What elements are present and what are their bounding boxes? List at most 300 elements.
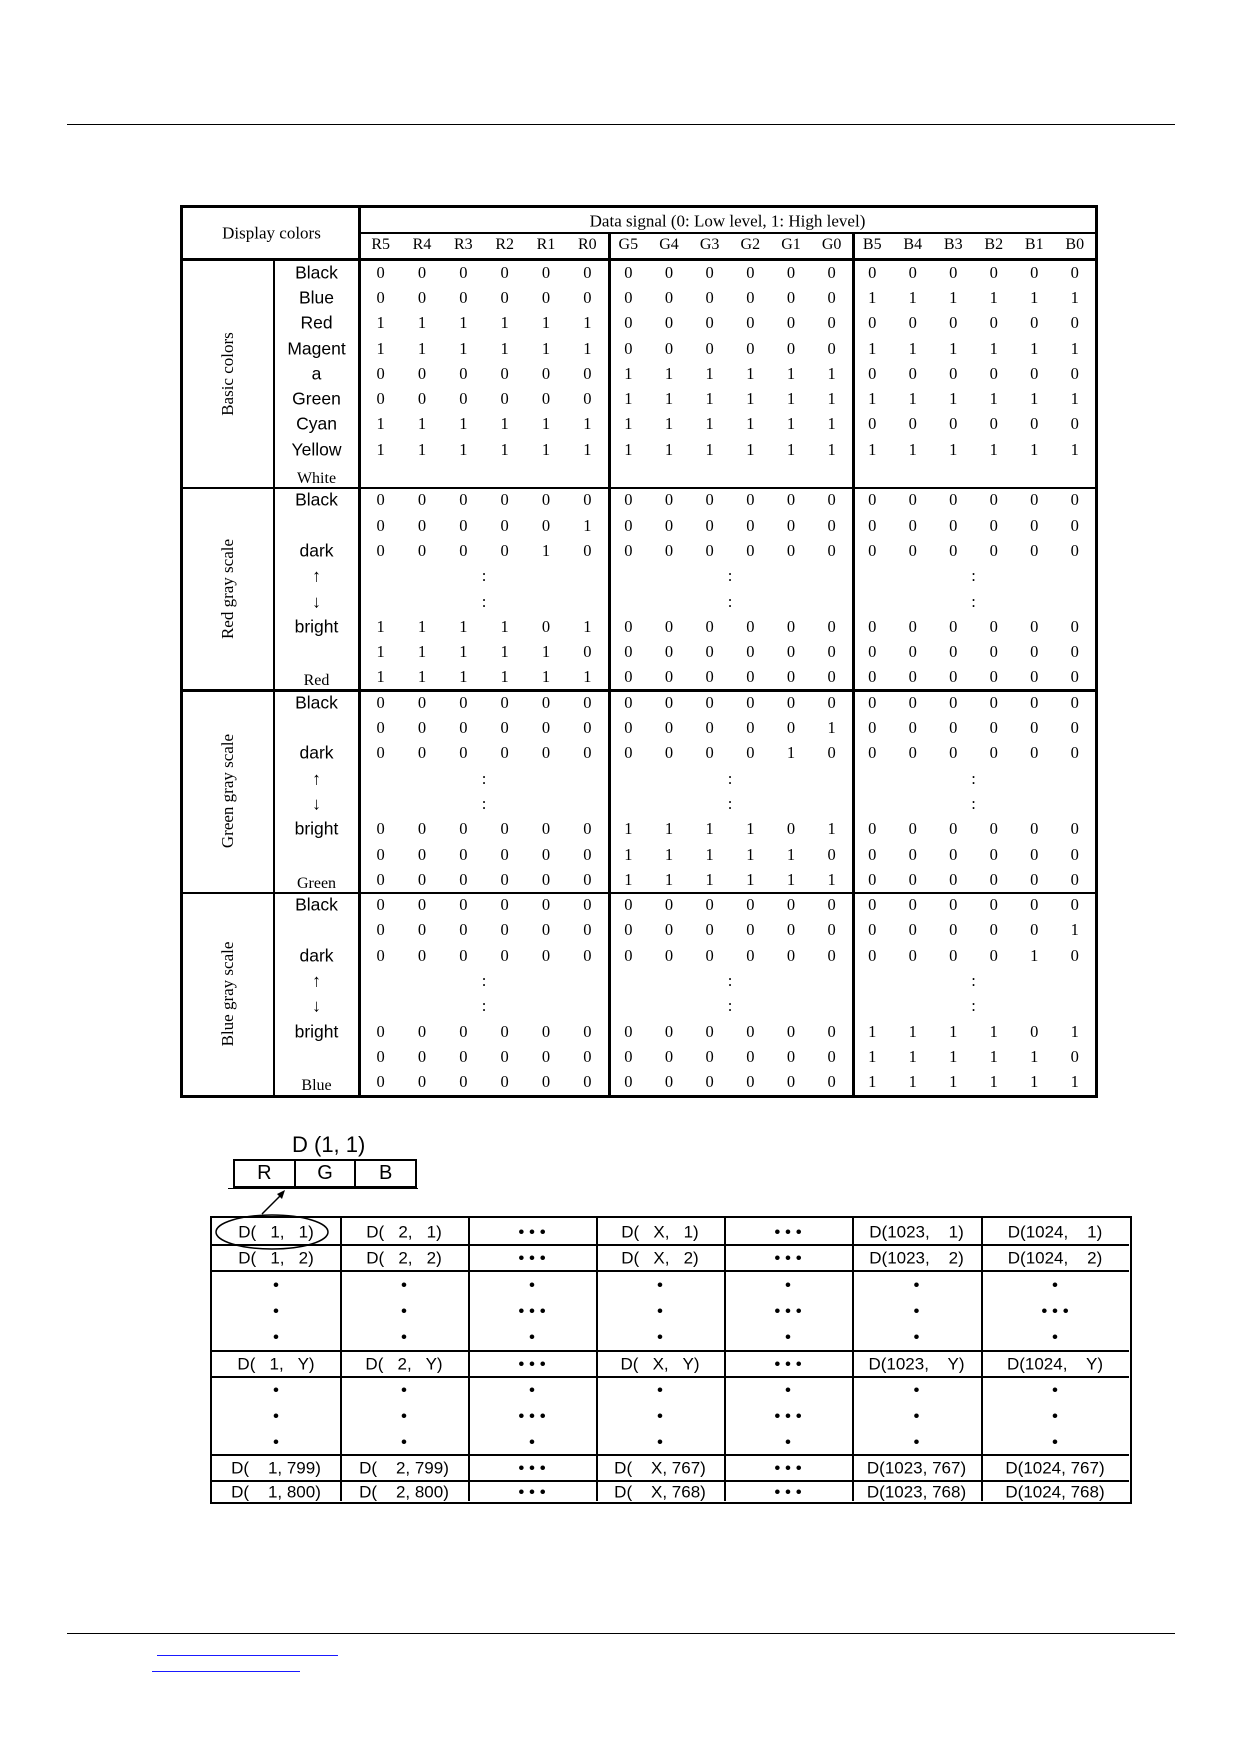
bit-header-r5: R5 (371, 236, 390, 253)
bit-cell: 0 (664, 920, 674, 940)
bit-cell: 1 (541, 313, 551, 332)
bit-cell: 0 (1070, 743, 1079, 763)
row-name: Black (295, 894, 338, 915)
bit-cell: 0 (664, 667, 674, 687)
bit-cell: 0 (746, 894, 755, 914)
bit-cell: 0 (949, 945, 958, 965)
pixel-cell: D( 2, Y) (365, 1354, 443, 1374)
pixel-cell: D( X, 767) (614, 1458, 706, 1478)
bit-cell: 0 (664, 338, 674, 358)
pixel-cell: D( 2, 799) (359, 1458, 449, 1478)
bit-cell: 1 (746, 869, 755, 889)
bit-cell: 0 (908, 313, 917, 332)
bit-cell: 1 (989, 1021, 998, 1041)
bit-cell: 0 (459, 262, 468, 282)
bit-cell: 0 (949, 743, 958, 763)
pixel-cell: D( 1, 2) (238, 1248, 314, 1268)
bit-cell: 1 (583, 616, 592, 636)
bit-cell: 0 (705, 616, 714, 636)
row-name: Blue (301, 1077, 332, 1095)
bit-cell: 1 (989, 439, 998, 459)
bit-cell: 0 (1030, 869, 1039, 889)
bit-cell: 0 (500, 743, 509, 763)
bit-cell: 0 (583, 262, 592, 282)
bit-cell: 0 (459, 515, 468, 535)
group-label-1: Red gray scale (218, 538, 237, 639)
bit-cell: 0 (868, 490, 877, 510)
bit-header-r2: R2 (495, 236, 514, 253)
bit-cell: 0 (989, 920, 998, 940)
bit-cell: 0 (949, 641, 958, 661)
bit-cell: 0 (459, 717, 468, 737)
bit-cell: 1 (624, 844, 633, 864)
bit-cell: 0 (827, 945, 836, 965)
bit-cell: 0 (1030, 540, 1039, 560)
bit-cell: 0 (989, 692, 998, 712)
bit-cell: 0 (500, 1046, 509, 1066)
bit-cell: 0 (1070, 844, 1079, 864)
bit-cell: 0 (1030, 667, 1039, 687)
bit-cell: 0 (624, 641, 633, 661)
bit-cell: 0 (541, 388, 551, 408)
bit-cell: 0 (624, 540, 633, 560)
bit-cell: 1 (827, 439, 836, 459)
bit-cell: 0 (827, 490, 836, 510)
pixel-cell: • • • (518, 1482, 546, 1501)
bit-cell: 0 (417, 717, 427, 737)
bit-cell: 0 (786, 313, 796, 332)
row-name: bright (294, 616, 339, 637)
bit-cell: 1 (541, 414, 551, 434)
pixel-map-col-rule (852, 1218, 854, 1501)
bit-cell: 0 (376, 287, 385, 307)
bit-cell: 0 (868, 869, 877, 889)
bit-cell: 0 (746, 945, 755, 965)
bit-cell: 1 (746, 414, 755, 434)
bit-cell: 0 (624, 616, 633, 636)
bit-cell: 1 (583, 313, 592, 332)
bit-header-g5: G5 (618, 236, 639, 253)
bit-cell: 1 (786, 743, 796, 763)
bit-cell: 0 (1030, 1021, 1039, 1041)
pixel-cell: • • • (657, 1380, 663, 1452)
bit-cell: 0 (1030, 414, 1039, 434)
bit-cell: 1 (376, 616, 385, 636)
pixel-cell: • • • • • (774, 1275, 802, 1347)
bit-cell: 0 (1030, 692, 1039, 712)
bit-cell: 0 (949, 490, 958, 510)
bit-cell: 0 (786, 945, 796, 965)
bit-cell: 0 (541, 869, 551, 889)
bit-cell: 1 (746, 363, 755, 383)
ellipsis-colon: : (971, 793, 976, 813)
bit-cell: 1 (500, 338, 509, 358)
bit-cell: 0 (1030, 515, 1039, 535)
bit-cell: 1 (786, 414, 796, 434)
pixel-map-col-rule (468, 1218, 470, 1501)
bit-cell: 1 (664, 363, 674, 383)
row-name: White (296, 470, 337, 488)
bit-cell: 0 (827, 287, 836, 307)
bit-cell: 0 (624, 1021, 633, 1041)
row-name: dark (299, 540, 334, 561)
bit-cell: 0 (705, 338, 714, 358)
bit-cell: 0 (664, 945, 674, 965)
subpixel-b: B (354, 1161, 415, 1186)
subpixel-g: G (294, 1161, 355, 1186)
ellipsis-colon: : (727, 970, 733, 990)
ellipsis-colon: : (481, 996, 487, 1016)
bit-cell: 1 (908, 1021, 917, 1041)
bit-cell: 0 (541, 363, 551, 383)
bit-cell: 1 (746, 439, 755, 459)
row-name: Green (292, 388, 341, 409)
bit-cell: 0 (868, 894, 877, 914)
bit-cell: 0 (500, 540, 509, 560)
bit-cell: 1 (417, 616, 427, 636)
bit-cell: 0 (624, 945, 633, 965)
pixel-cell: • • • • • (774, 1380, 802, 1452)
bit-cell: 0 (583, 844, 592, 864)
bit-cell: 0 (417, 894, 427, 914)
bit-cell: 0 (705, 287, 714, 307)
bit-cell: 0 (376, 1072, 385, 1091)
bit-cell: 1 (624, 363, 633, 383)
bit-cell: 1 (459, 616, 468, 636)
bit-cell: 0 (989, 894, 998, 914)
bit-cell: 0 (989, 819, 998, 838)
pixel-map-col-rule (724, 1218, 726, 1501)
bit-cell: 1 (949, 1072, 958, 1091)
bit-cell: 0 (624, 920, 633, 940)
bit-cell: 0 (868, 414, 877, 434)
bit-cell: 0 (949, 894, 958, 914)
bit-cell: 1 (664, 819, 674, 838)
bit-cell: 1 (827, 388, 836, 408)
bit-header-b4: B4 (903, 236, 923, 253)
bit-cell: 0 (376, 262, 385, 282)
bit-cell: 1 (1070, 287, 1079, 307)
bit-cell: 1 (868, 338, 877, 358)
bit-cell: 0 (583, 540, 592, 560)
bit-cell: 0 (786, 1072, 796, 1091)
ellipsis-colon: : (727, 768, 733, 788)
bit-cell: 0 (417, 262, 427, 282)
bit-cell: 0 (989, 844, 998, 864)
bit-cell: 0 (827, 1046, 836, 1066)
ellipsis-colon: : (481, 591, 487, 611)
bit-cell: 0 (376, 844, 385, 864)
bit-cell: 1 (949, 388, 958, 408)
bit-cell: 1 (746, 388, 755, 408)
bit-cell: 0 (541, 894, 551, 914)
bit-cell: 1 (1030, 1072, 1039, 1091)
row-name: dark (299, 945, 334, 965)
bit-cell: 0 (908, 894, 917, 914)
bit-cell: 0 (705, 313, 714, 332)
bit-cell: 0 (624, 692, 633, 712)
ellipsis-colon: : (971, 996, 976, 1016)
bit-cell: 0 (1030, 363, 1039, 383)
pixel-map-row-rule (212, 1454, 1129, 1456)
bit-cell: 0 (583, 287, 592, 307)
bit-cell: 0 (746, 262, 755, 282)
bit-header-g4: G4 (659, 236, 679, 253)
bit-cell: 0 (1070, 819, 1079, 838)
bit-cell: 1 (868, 287, 877, 307)
bit-cell: 0 (705, 490, 714, 510)
row-name: Black (295, 692, 338, 712)
bit-cell: 1 (583, 515, 592, 535)
bit-cell: 1 (908, 287, 917, 307)
bit-cell: 1 (664, 439, 674, 459)
bit-cell: 1 (1070, 920, 1079, 940)
bit-header-r3: R3 (453, 236, 473, 253)
row-name: Red (300, 312, 333, 333)
pixel-map-row-rule (212, 1244, 1129, 1246)
bit-cell: 0 (459, 1021, 468, 1041)
row-name: ↑ (312, 970, 321, 991)
bit-header-b3: B3 (943, 236, 963, 253)
bit-cell: 1 (624, 439, 633, 459)
bit-cell: 0 (417, 1046, 427, 1066)
bit-cell: 0 (417, 490, 427, 510)
bit-cell: 0 (417, 692, 427, 712)
bit-cell: 0 (500, 388, 509, 408)
bit-cell: 0 (949, 515, 958, 535)
pixel-map-row-rule (212, 1350, 1129, 1352)
bit-cell: 0 (583, 388, 592, 408)
bit-cell: 0 (827, 920, 836, 940)
pixel-cell: D(1024, 767) (1005, 1458, 1105, 1478)
bit-cell: 1 (417, 439, 427, 459)
bit-cell: 0 (417, 388, 427, 408)
bit-cell: 0 (989, 515, 998, 535)
bit-cell: 0 (500, 363, 509, 383)
bit-cell: 0 (1070, 894, 1079, 914)
bit-cell: 0 (705, 717, 714, 737)
bit-cell: 0 (500, 920, 509, 940)
bit-cell: 1 (1070, 338, 1079, 358)
bit-cell: 0 (746, 490, 755, 510)
bit-cell: 0 (376, 920, 385, 940)
row-name: Yellow (291, 439, 342, 459)
bit-cell: 0 (1070, 262, 1079, 282)
pixel-cell: D( 1, 800) (231, 1482, 321, 1501)
bit-cell: 0 (949, 414, 958, 434)
bit-cell: 0 (459, 388, 468, 408)
bit-cell: 0 (827, 313, 836, 332)
bit-cell: 1 (664, 388, 674, 408)
bit-cell: 0 (746, 667, 755, 687)
bit-cell: 0 (583, 641, 592, 661)
bit-cell: 0 (624, 262, 633, 282)
bit-cell: 0 (868, 667, 877, 687)
bit-cell: 1 (583, 439, 592, 459)
bit-cell: 1 (868, 388, 877, 408)
bit-cell: 0 (624, 717, 633, 737)
subpixel-r: R (257, 1162, 272, 1184)
bit-cell: 0 (786, 717, 796, 737)
pixel-cell: D(1023, 768) (866, 1482, 967, 1501)
bit-cell: 0 (541, 819, 551, 838)
bit-cell: 0 (541, 287, 551, 307)
bit-cell: 1 (827, 819, 836, 838)
bit-cell: 0 (376, 540, 385, 560)
bit-cell: 1 (827, 363, 836, 383)
bit-cell: 0 (664, 743, 674, 763)
bit-cell: 0 (705, 641, 714, 661)
bit-cell: 0 (746, 287, 755, 307)
bit-cell: 0 (583, 819, 592, 838)
bit-cell: 0 (417, 1072, 427, 1091)
bit-cell: 0 (500, 1021, 509, 1041)
pixel-cell: • • • • • (1041, 1275, 1069, 1347)
bit-header-r1: R1 (536, 236, 556, 253)
ellipsis-colon: : (971, 970, 976, 990)
bit-cell: 0 (705, 515, 714, 535)
bit-cell: 0 (624, 287, 633, 307)
pixel-cell: D(1023, 767) (866, 1458, 967, 1478)
bit-cell: 0 (868, 540, 877, 560)
bit-cell: 1 (908, 1072, 917, 1091)
bit-cell: 0 (376, 743, 385, 763)
pixel-cell: • • • (657, 1275, 663, 1347)
bit-cell: 0 (786, 490, 796, 510)
pixel-map-col-rule (596, 1218, 598, 1501)
pixel-cell: D( 1, 799) (231, 1458, 321, 1478)
pixel-cell: • • • (401, 1275, 407, 1347)
bit-cell: 0 (949, 616, 958, 636)
bit-cell: 0 (1030, 313, 1039, 332)
bit-cell: 1 (908, 338, 917, 358)
pixel-cell: D(1024, 768) (1005, 1482, 1105, 1501)
bit-cell: 1 (949, 287, 958, 307)
bit-cell: 0 (705, 945, 714, 965)
bit-cell: 0 (827, 844, 836, 864)
bit-cell: 0 (746, 641, 755, 661)
row-name: a (311, 363, 322, 384)
bit-cell: 1 (949, 439, 958, 459)
bit-cell: 0 (827, 641, 836, 661)
bit-cell: 0 (624, 515, 633, 535)
bit-header-g1: G1 (781, 236, 801, 253)
bit-cell: 1 (624, 388, 633, 408)
bit-cell: 0 (500, 894, 509, 914)
bit-cell: 0 (827, 338, 836, 358)
ellipsis-colon: : (481, 566, 487, 585)
bit-header-b0: B0 (1065, 236, 1085, 253)
pixel-cell: • • • (774, 1248, 802, 1268)
bit-cell: 1 (541, 439, 551, 459)
bit-cell: 0 (746, 692, 755, 712)
bit-cell: 0 (417, 819, 427, 838)
ellipsis-colon: : (481, 793, 487, 813)
bit-cell: 0 (949, 717, 958, 737)
group-label-2: Green gray scale (218, 734, 237, 849)
bit-cell: 1 (500, 667, 509, 687)
bit-cell: 0 (541, 844, 551, 864)
bit-cell: 0 (583, 894, 592, 914)
bit-cell: 1 (949, 338, 958, 358)
bit-cell: 0 (786, 616, 796, 636)
bit-cell: 0 (746, 1046, 755, 1066)
bit-cell: 0 (1070, 414, 1079, 434)
pixel-cell: • • • (518, 1248, 546, 1268)
bit-cell: 1 (705, 819, 714, 838)
bit-cell: 1 (786, 439, 796, 459)
pixel-cell: • • • (913, 1380, 920, 1452)
bit-cell: 0 (868, 641, 877, 661)
bit-cell: 0 (417, 844, 427, 864)
bit-cell: 0 (1030, 844, 1039, 864)
pixel-map-col-rule (340, 1218, 342, 1501)
bit-cell: 0 (989, 490, 998, 510)
ellipsis-colon: : (971, 768, 976, 788)
bit-cell: 0 (1070, 616, 1079, 636)
bit-cell: 0 (664, 1046, 674, 1066)
pixel-cell: D( 2, 800) (359, 1482, 449, 1501)
bit-cell: 0 (664, 616, 674, 636)
bit-cell: 1 (624, 819, 633, 838)
bit-cell: 0 (417, 515, 427, 535)
group-label-0: Basic colors (218, 332, 237, 416)
bit-header-g3: G3 (699, 236, 720, 253)
bit-cell: 1 (989, 287, 998, 307)
bit-cell: 1 (500, 439, 509, 459)
bit-cell: 0 (664, 287, 674, 307)
bit-cell: 1 (376, 313, 385, 332)
bit-header-r0: R0 (577, 236, 597, 253)
bit-cell: 0 (417, 1021, 427, 1041)
bit-cell: 1 (459, 313, 468, 332)
footer-rule (67, 1633, 1175, 1634)
ellipsis-colon: : (971, 591, 976, 611)
bit-cell: 0 (1030, 819, 1039, 838)
bit-cell: 0 (786, 338, 796, 358)
bit-cell: 0 (786, 920, 796, 940)
bit-cell: 1 (500, 616, 509, 636)
footer-link-line-2 (152, 1671, 300, 1672)
bit-cell: 0 (989, 540, 998, 560)
pixel-map-row-rule (212, 1376, 1129, 1378)
bit-cell: 0 (989, 869, 998, 889)
bit-cell: 0 (786, 540, 796, 560)
bit-cell: 0 (949, 692, 958, 712)
pixel-cell: D(1023, Y) (868, 1354, 965, 1374)
row-name: Black (295, 489, 338, 510)
pixel-cell: D( 2, 1) (366, 1222, 442, 1242)
bit-cell: 0 (1070, 540, 1079, 560)
pixel-cell: • • • (774, 1354, 802, 1374)
bit-cell: 1 (908, 1046, 917, 1066)
bit-cell: 0 (908, 844, 917, 864)
row-name: ↑ (312, 565, 321, 586)
pixel-cell: D(1023, 1) (869, 1222, 964, 1242)
bit-cell: 1 (908, 439, 917, 459)
bit-header-g2: G2 (740, 236, 761, 253)
bit-cell: 0 (624, 490, 633, 510)
bit-cell: 0 (786, 692, 796, 712)
bit-cell: 0 (541, 945, 551, 965)
bit-cell: 1 (868, 1046, 877, 1066)
bit-cell: 0 (868, 920, 877, 940)
bit-cell: 0 (500, 869, 509, 889)
bit-cell: 0 (664, 717, 674, 737)
bit-cell: 0 (908, 641, 917, 661)
bit-cell: 0 (908, 616, 917, 636)
bit-cell: 0 (500, 692, 509, 712)
